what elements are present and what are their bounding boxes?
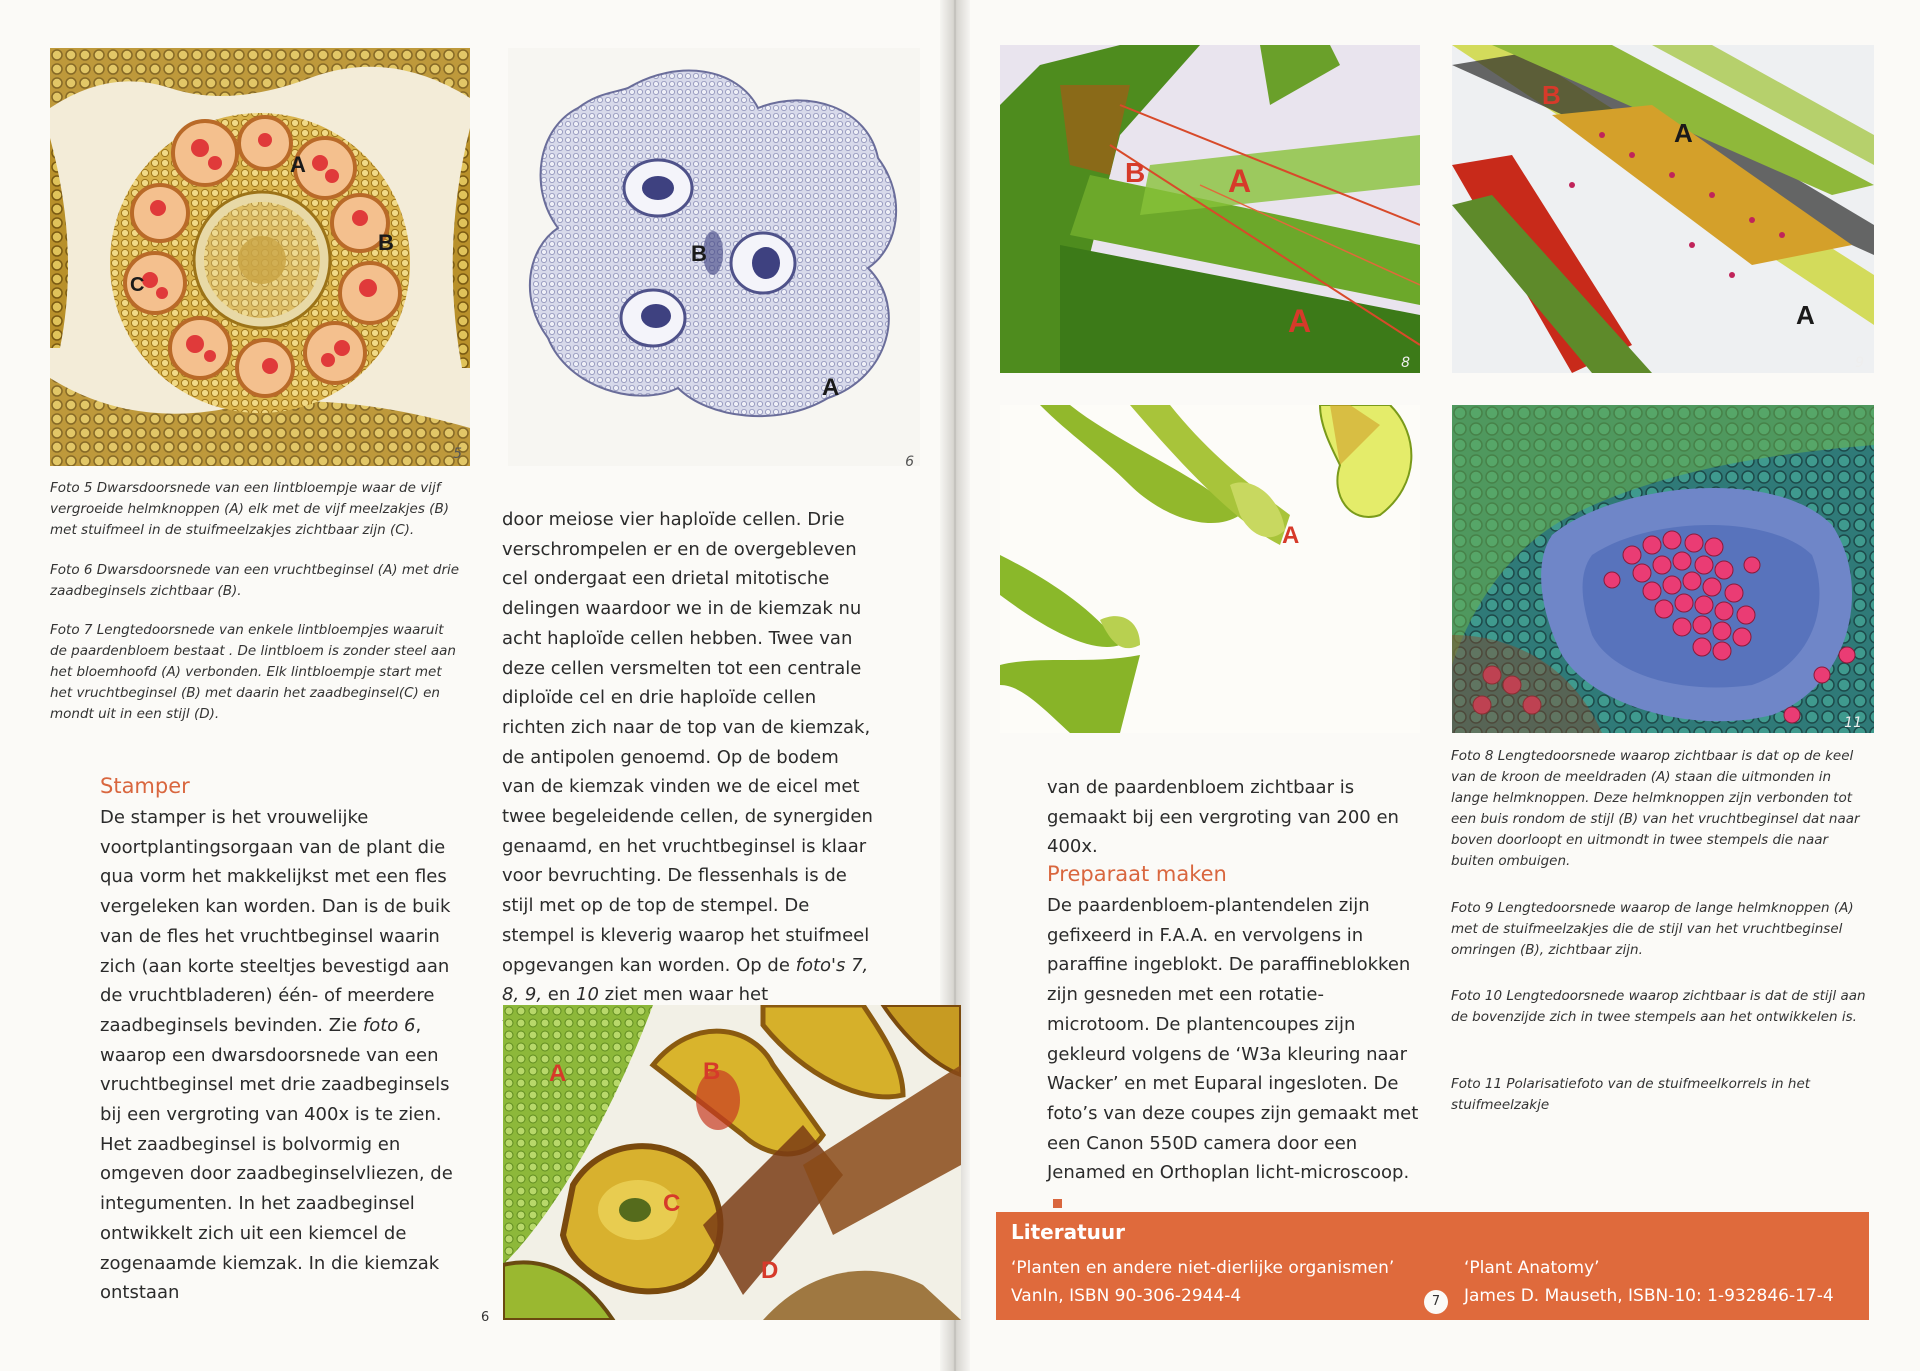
photo-7-label-d: D (761, 1257, 779, 1284)
literature-ref-2-author: James D. Mauseth, ISBN-10: 1-932846-17-4 (1464, 1286, 1834, 1306)
photo-11-pollen-polarization (1452, 405, 1874, 733)
photo-7-ray-florets-longitudinal (503, 1005, 961, 1320)
photo-7-label-b: B (703, 1058, 721, 1085)
middle-text-1: door meiose vier haploïde cellen. Drie verschrompelen er en de overgebleven cel ondergaat een drietal mitotische delingen waardoor we in de kiemzak nu acht haploïde cellen hebben. Twee van deze cellen versmelten tot een centrale diploïde cel en drie haploïde cellen richten zich naar de top van de kiemzak, de antipolen genoemd. Op de bodem van de kiemzak vinden we de eicel met twee begeleidende cellen, de synergiden genaamd, en het vruchtbeginsel is klaar voor bevruchting. De flessenhals is de stijl met op de top de stempel. De stempel is kleverig waarop het stuifmeel opgevangen kan worden. Op de (502, 509, 873, 976)
photo-6-label-b: B (691, 241, 707, 266)
page-number-right: 7 (1424, 1290, 1448, 1314)
preparaat-heading: Preparaat maken (1047, 862, 1227, 886)
caption-photo-7: Foto 7 Lengtedoorsnede van enkele lintbloempjes waaruit de paardenbloem bestaat . De lintbloem is zonder steel aan het bloemhoofd (A) verbonden. Elk lintbloempje start met het vruchtbeginsel (B) met daarin het zaadbeginsel(C) en mondt uit in een stijl (D). (50, 622, 456, 722)
caption-photo-11: Foto 11 Polarisatiefoto van de stuifmeelkorrels in het stuifmeelzakje (1451, 1076, 1811, 1113)
middle-text-3: ziet men waar het (604, 984, 769, 1006)
literature-ref-1-publisher: VanIn, ISBN 90-306-2944-4 (1011, 1286, 1242, 1306)
middle-column-body (502, 505, 877, 1040)
photo-9-anthers-longitudinal (1452, 45, 1874, 373)
literature-title: Literatuur (1011, 1220, 1125, 1244)
caption-photo-9: Foto 9 Lengtedoorsnede waarop de lange helmknoppen (A) met de stuifmeelzakjes die de stijl van het vruchtbeginsel omringen (B), zichtbaar zijn. (1451, 900, 1854, 958)
photo-8-number: 8 (1401, 355, 1410, 371)
literature-ref-1-title: ‘Planten en andere niet-dierlijke organismen’ (1011, 1258, 1395, 1278)
stamper-emph-1: foto 6 (362, 1014, 416, 1036)
photo-9-label-b: B (1542, 80, 1561, 110)
photo-11-number: 11 (1844, 715, 1862, 731)
middle-emph-1: foto's 7, 8, 9, (502, 954, 869, 1006)
stamper-body (100, 803, 470, 1308)
photo-6-ovary-cross-section (508, 48, 920, 466)
preparaat-text: De paardenbloem-plantendelen zijn gefixeerd in F.A.A. en vervolgens in paraffine ingeblokt. De paraffineblokken zijn gesneden met een rotatie-microtoom. De plantencoupes zijn gekleurd volgens de ‘W3a kleuring naar Wacker’ en met Euparal ingesloten. De foto’s van deze coupes zijn gemaakt met een Canon 550D camera door een Jenamed en Orthoplan licht-microscoop. (1047, 895, 1419, 1184)
photo-5-label-a: A (290, 152, 306, 177)
photo-8-label-a2: A (1288, 303, 1312, 339)
photo-5-label-b: B (378, 230, 394, 255)
photo-6-number: 6 (905, 454, 914, 466)
caption-photo-8: Foto 8 Lengtedoorsnede waarop zichtbaar is dat op de keel van de kroon de meeldraden (A) staan die uitmonden in lange helmknoppen. Deze helmknoppen zijn verbonden tot een buis rondom de stijl (B) van het vruchtbeginsel dat naar boven doorloopt en uitmondt in twee stempels die naar buiten ombuigen. (1451, 748, 1860, 869)
stamper-heading: Stamper (100, 774, 190, 798)
photo-9-label-a2: A (1796, 300, 1815, 330)
photo-7-label-a: A (549, 1060, 567, 1087)
caption-photo-10: Foto 10 Lengtedoorsnede waarop zichtbaar is dat de stijl aan de bovenzijde zich in twee stempels aan het ontwikkelen is. (1451, 988, 1866, 1025)
preparaat-body (1047, 891, 1422, 1218)
photo-5-label-c: C (130, 274, 145, 296)
end-of-article-mark (1053, 1199, 1062, 1208)
photo-9-number: 9 (1855, 355, 1864, 371)
stamper-text-1: De stamper is het vrouwelijke voortplantingsorgaan van de plant die qua vorm het makkelijkst met een fles vergeleken kan worden. Dan is de buik van de fles het vruchtbeginsel waarin zich (aan korte steeltjes bevestigd aan de vruchtbladeren) één- of meerdere zaadbeginsels bevinden. Zie (100, 807, 451, 1036)
photo-8-label-a1: A (1228, 163, 1252, 199)
photo-8-stamens-longitudinal (1000, 45, 1420, 373)
photo-5-number: 5 (453, 446, 462, 462)
right-continuation-text: van de paardenbloem zichtbaar is gemaakt bij een vergroting van 200 en 400x. (1047, 777, 1399, 858)
literature-ref-2 (1464, 1254, 1834, 1310)
middle-emph-2: 10 (576, 984, 599, 1006)
photo-6-label-a: A (822, 374, 840, 401)
literature-ref-2-title: ‘Plant Anatomy’ (1464, 1258, 1600, 1278)
photo-7-label-c: C (663, 1190, 681, 1217)
literature-ref-1 (1011, 1254, 1394, 1310)
stamper-text-2: , waarop een dwarsdoorsnede van een vruchtbeginsel met drie zaadbeginsels bij een vergroting van 400x is te zien. Het zaadbeginsel is bolvormig en omgeven door zaadbeginselvliezen, de integumenten. In het zaadbeginsel ontwikkelt zich uit een kiemcel de zogenaamde kiemzak. In die kiemzak ontstaan (100, 1014, 453, 1304)
page-number-left: 6 (481, 1310, 490, 1325)
photo-8-label-b: B (1125, 157, 1146, 188)
caption-photo-6: Foto 6 Dwarsdoorsnede van een vruchtbeginsel (A) met drie zaadbeginsels zichtbaar (B). (50, 562, 460, 599)
literature-box (996, 1212, 1869, 1320)
photo-10-stigmas-longitudinal (1000, 405, 1420, 733)
caption-photo-5: Foto 5 Dwarsdoorsnede van een lintbloempje waar de vijf vergroeide helmknoppen (A) elk met de vijf meelzakjes (B) met stuifmeel in de stuifmeelzakjes zichtbaar zijn (C). (50, 480, 449, 538)
middle-text-2: en (542, 984, 577, 1006)
photo-5-anther-cross-section (50, 48, 470, 466)
photo-9-label-a1: A (1674, 118, 1693, 148)
photo-10-label-a: A (1282, 522, 1300, 549)
